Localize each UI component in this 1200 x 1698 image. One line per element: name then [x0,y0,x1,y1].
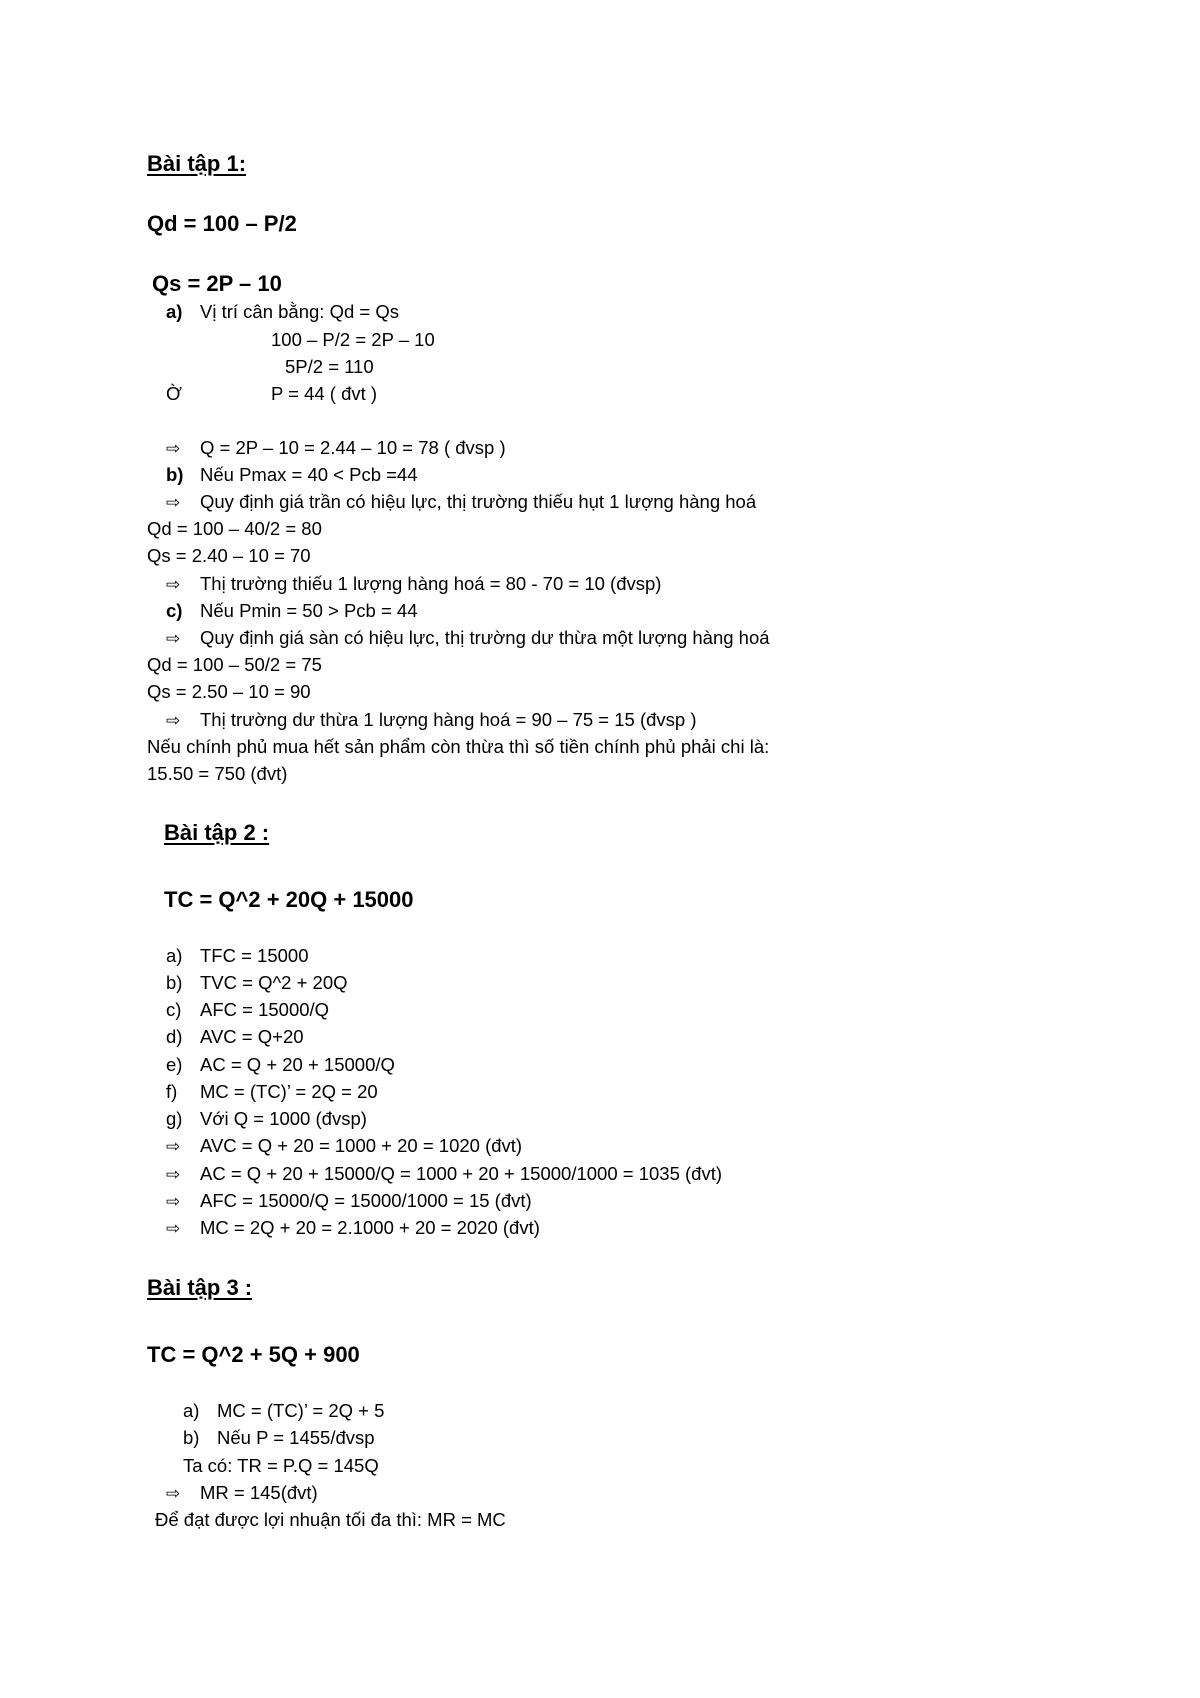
list-item [166,709,697,732]
list-marker: a) [166,945,183,966]
total-cost-equation: TC = Q^2 + 20Q + 15000 [164,887,414,912]
arrow-icon: ⇨ [166,1192,181,1211]
arrow-icon: ⇨ [166,711,181,730]
exercise-3-title: Bài tập 3 : [147,1275,253,1300]
item-text: Nếu P = 1455/đvsp [217,1427,375,1448]
arrow-icon: ⇨ [166,439,181,458]
total-cost-equation-3: TC = Q^2 + 5Q + 900 [147,1342,360,1367]
shortage-result: Thị trường thiếu 1 lượng hàng hoá = 80 - 70 = 10 (đvsp) [200,573,662,594]
list-item [166,999,329,1021]
item-text: TFC = 15000 [200,945,309,966]
list-marker: d) [166,1026,183,1047]
item-text: AVC = Q+20 [200,1026,304,1047]
list-item [183,1427,375,1449]
floor-supply: Qs = 2.50 – 10 = 90 [147,681,311,702]
list-marker: c) [166,600,183,621]
arrow-icon: ⇨ [166,629,181,648]
stray-character: Ờ [166,383,182,404]
list-item [166,1081,378,1103]
exercise-2-title: Bài tập 2 : [164,820,270,845]
total-revenue: Ta có: TR = P.Q = 145Q [183,1455,379,1476]
item-text: Với Q = 1000 (đvsp) [200,1108,367,1129]
part-b-text: Nếu Pmax = 40 < Pcb =44 [200,464,418,485]
avc-result: AVC = Q + 20 = 1000 + 20 = 1020 (đvt) [200,1135,523,1156]
arrow-icon: ⇨ [166,1484,181,1503]
equilibrium-price: P = 44 ( đvt ) [271,383,378,404]
list-marker: b) [166,464,184,485]
arrow-icon: ⇨ [166,493,181,512]
list-marker: a) [166,301,183,322]
list-item [166,1163,722,1186]
item-text: AC = Q + 20 + 15000/Q [200,1054,395,1075]
list-item [166,972,348,994]
list-item [166,1482,318,1505]
list-item [166,1108,367,1130]
arrow-icon: ⇨ [166,1165,181,1184]
item-text: TVC = Q^2 + 20Q [200,972,348,993]
arrow-icon: ⇨ [166,1137,181,1156]
part-c [166,600,418,622]
list-marker: b) [166,972,183,993]
list-marker: a) [183,1400,200,1421]
afc-result: AFC = 15000/Q = 15000/1000 = 15 (đvt) [200,1190,532,1211]
list-item [166,627,770,650]
list-item [183,1400,384,1422]
demand-equation: Qd = 100 – P/2 [147,211,297,236]
part-a-text: Vị trí cân bằng: Qd = Qs [200,301,399,322]
list-item [166,945,309,967]
list-item [166,1054,395,1076]
floor-demand: Qd = 100 – 50/2 = 75 [147,654,322,675]
supply-equation: Qs = 2P – 10 [152,271,282,296]
item-text: AFC = 15000/Q [200,999,330,1020]
part-b [166,464,418,486]
list-item [166,1217,540,1240]
mc-result: MC = 2Q + 20 = 2.1000 + 20 = 2020 (đvt) [200,1217,540,1238]
list-item [166,491,756,514]
part-c-text: Nếu Pmin = 50 > Pcb = 44 [200,600,418,621]
arrow-icon: ⇨ [166,1219,181,1238]
list-item [166,1135,522,1158]
equilibrium-quantity: Q = 2P – 10 = 2.44 – 10 = 78 ( đvsp ) [200,437,506,458]
list-item [166,437,506,460]
item-text: MC = (TC)’ = 2Q + 5 [217,1400,385,1421]
item-text: MC = (TC)’ = 2Q = 20 [200,1081,378,1102]
list-item [166,573,661,596]
list-marker: e) [166,1054,183,1075]
exercise-1-title: Bài tập 1: [147,151,247,176]
ceiling-demand: Qd = 100 – 40/2 = 80 [147,518,322,539]
list-item [166,1190,532,1213]
price-ceiling-note: Quy định giá trần có hiệu lực, thị trường thiếu hụt 1 lượng hàng hoá [200,491,757,512]
price-floor-note: Quy định giá sàn có hiệu lực, thị trường dư thừa một lượng hàng hoá [200,627,770,648]
list-marker: g) [166,1108,183,1129]
government-spending-result: 15.50 = 750 (đvt) [147,763,288,784]
arrow-icon: ⇨ [166,575,181,594]
ceiling-supply: Qs = 2.40 – 10 = 70 [147,545,311,566]
part-a [166,301,399,323]
government-spending-note: Nếu chính phủ mua hết sản phẩm còn thừa thì số tiền chính phủ phải chi là: [147,736,770,757]
equilibrium-step-2: 5P/2 = 110 [285,356,374,377]
profit-max-condition: Để đạt được lợi nhuận tối đa thì: MR = MC [155,1509,506,1530]
list-item [166,1026,304,1048]
list-marker: f) [166,1081,178,1102]
list-marker: c) [166,999,182,1020]
ac-result: AC = Q + 20 + 15000/Q = 1000 + 20 + 15000/1000 = 1035 (đvt) [200,1163,722,1184]
list-marker: b) [183,1427,200,1448]
mr-result: MR = 145(đvt) [200,1482,318,1503]
surplus-result: Thị trường dư thừa 1 lượng hàng hoá = 90 – 75 = 15 (đvsp ) [200,709,697,730]
equilibrium-step-1: 100 – P/2 = 2P – 10 [271,329,435,350]
